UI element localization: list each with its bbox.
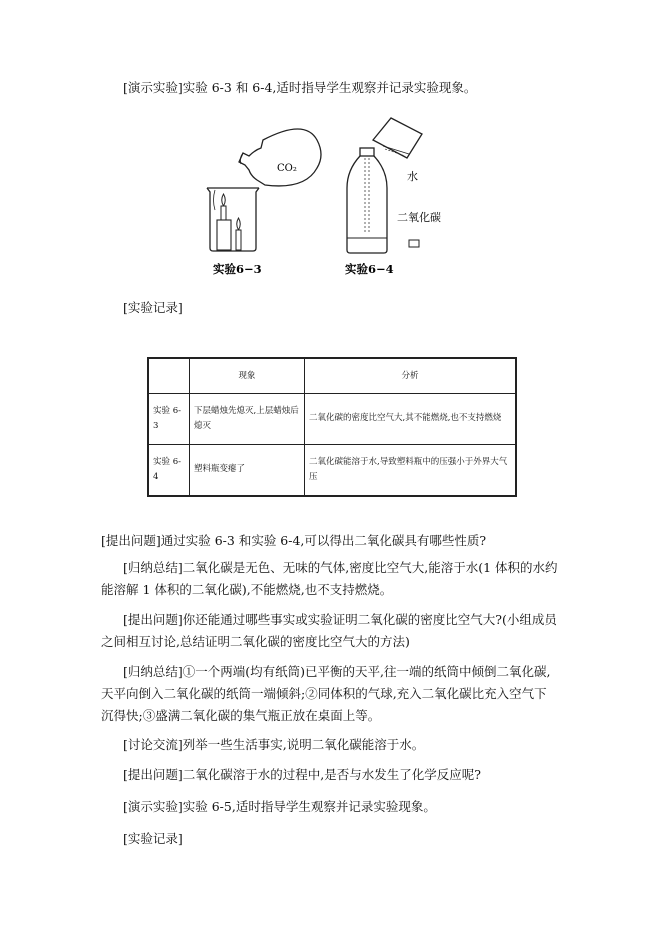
water-label: 水 xyxy=(407,170,418,183)
header-cell: 现象 xyxy=(190,358,305,394)
plastic-bottle xyxy=(347,148,387,253)
gas-label: 二氧化碳 xyxy=(397,211,441,224)
table-row xyxy=(148,444,516,496)
record-label-2: [实验记录] xyxy=(123,831,183,846)
paragraph: [提出问题]二氧化碳溶于水的过程中,是否与水发生了化学反应呢? xyxy=(123,767,481,782)
table-cell: 实验 6-3 xyxy=(148,394,190,445)
paragraph: [归纳总结]二氧化碳是无色、无味的气体,密度比空气大,能溶于水(1 体积的水约能溶解 1 体积的二氧化碳),不能燃烧,也不支持燃烧。 xyxy=(101,560,558,597)
gas-bottle xyxy=(239,129,321,186)
caption-right: 实验6−4 xyxy=(345,262,394,276)
water-cup xyxy=(373,118,422,158)
record-table xyxy=(147,357,517,497)
table-cell: 实验 6-4 xyxy=(148,444,190,496)
paragraph: [提出问题]你还能通过哪些事实或实验证明二氧化碳的密度比空气大?(小组成员之间相互讨论,总结证明二氧化碳的密度比空气大的方法) xyxy=(101,612,557,649)
co2-label: CO₂ xyxy=(277,163,297,174)
table-cell: 下层蜡烛先熄灭,上层蜡烛后熄灭 xyxy=(190,394,305,445)
paragraph: [提出问题]通过实验 6-3 和实验 6-4,可以得出二氧化碳具有哪些性质? xyxy=(101,533,487,548)
table-cell: 二氧化碳的密度比空气大,其不能燃烧,也不支持燃烧 xyxy=(305,394,517,445)
paragraph: [讨论交流]列举一些生活事实,说明二氧化碳能溶于水。 xyxy=(123,737,425,752)
table-cell: 二氧化碳能溶于水,导致塑料瓶中的压强小于外界大气压 xyxy=(305,444,517,496)
experiment-figure xyxy=(195,110,441,280)
caption-left: 实验6−3 xyxy=(213,262,262,276)
record-label-1: [实验记录] xyxy=(123,300,183,315)
bottle-cap xyxy=(409,240,419,247)
table-row xyxy=(148,394,516,445)
header-cell xyxy=(148,358,190,394)
table-header-row xyxy=(148,358,516,394)
beaker-with-candles xyxy=(207,188,259,251)
paragraph: [归纳总结]①一个两端(均有纸筒)已平衡的天平,往一端的纸筒中倾倒二氧化碳,天平向倒入二氧化碳的纸筒一端倾斜;②同体积的气球,充入二氧化碳比充入空气下沉得快;③盛满二氧化碳的集气瓶正放在桌面上等。 xyxy=(101,664,551,723)
header-cell: 分析 xyxy=(305,358,517,394)
paragraph: [演示实验]实验 6-5,适时指导学生观察并记录实验现象。 xyxy=(123,799,436,814)
table-cell: 塑料瓶变瘪了 xyxy=(190,444,305,496)
intro-text: [演示实验]实验 6-3 和 6-4,适时指导学生观察并记录实验现象。 xyxy=(123,80,477,95)
